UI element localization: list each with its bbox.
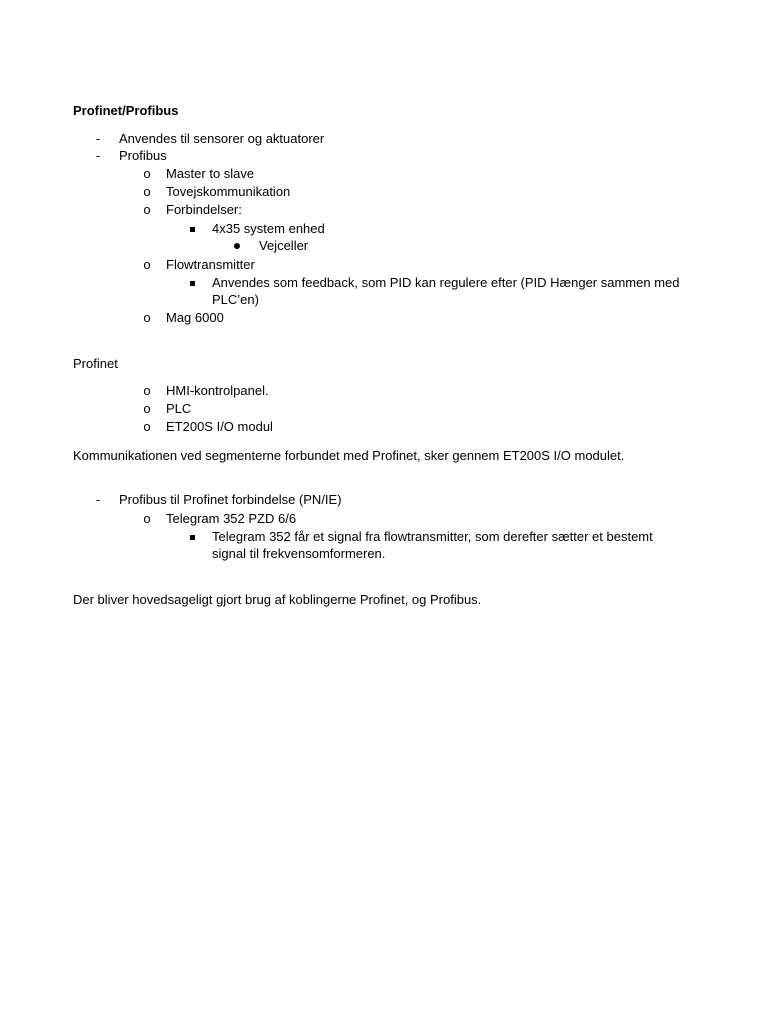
list-item-continuation: PLC’en)	[212, 292, 259, 307]
circle-bullet: o	[143, 184, 151, 199]
circle-bullet: o	[143, 310, 151, 325]
list-item: Profibus til Profinet forbindelse (PN/IE)	[119, 492, 342, 507]
circle-bullet: o	[143, 166, 151, 181]
list-item: PLC	[166, 401, 192, 416]
list-item: Forbindelser:	[166, 202, 242, 217]
dash-bullet: -	[95, 148, 101, 163]
square-bullet	[190, 227, 195, 232]
list-item: Anvendes til sensorer og aktuatorer	[119, 131, 325, 146]
list-item: Mag 6000	[166, 310, 224, 325]
list-item: Telegram 352 PZD 6/6	[166, 511, 297, 526]
circle-bullet: o	[143, 202, 151, 217]
circle-bullet: o	[143, 511, 151, 526]
circle-bullet: o	[143, 419, 151, 434]
list-item: Vejceller	[259, 238, 309, 253]
paragraph: Kommunikationen ved segmenterne forbundet med Profinet, sker gennem ET200S I/O modulet.	[73, 448, 625, 463]
list-item: Telegram 352 får et signal fra flowtransmitter, som derefter sætter et bestemt	[212, 529, 653, 544]
list-item: Master to slave	[166, 166, 255, 181]
circle-bullet: o	[143, 401, 151, 416]
square-bullet	[190, 535, 195, 540]
square-bullet	[190, 281, 195, 286]
circle-bullet: o	[143, 257, 151, 272]
list-item: ET200S I/O modul	[166, 419, 273, 434]
list-item: Tovejskommunikation	[166, 184, 291, 199]
dot-bullet	[234, 243, 240, 249]
circle-bullet: o	[143, 383, 151, 398]
closing-paragraph: Der bliver hovedsageligt gjort brug af koblingerne Profinet, og Profibus.	[73, 592, 482, 607]
list-item: Profibus	[119, 148, 167, 163]
section-heading-profinet-profibus: Profinet/Profibus	[73, 103, 179, 118]
list-item: HMI-kontrolpanel.	[166, 383, 269, 398]
list-item: Flowtransmitter	[166, 257, 255, 272]
section-heading-profinet: Profinet	[73, 356, 118, 371]
list-item: 4x35 system enhed	[212, 221, 325, 236]
dash-bullet: -	[95, 131, 101, 146]
dash-bullet: -	[95, 492, 101, 507]
list-item: Anvendes som feedback, som PID kan regulere efter (PID Hænger sammen med	[212, 275, 680, 290]
list-item-continuation: signal til frekvensomformeren.	[212, 546, 386, 561]
